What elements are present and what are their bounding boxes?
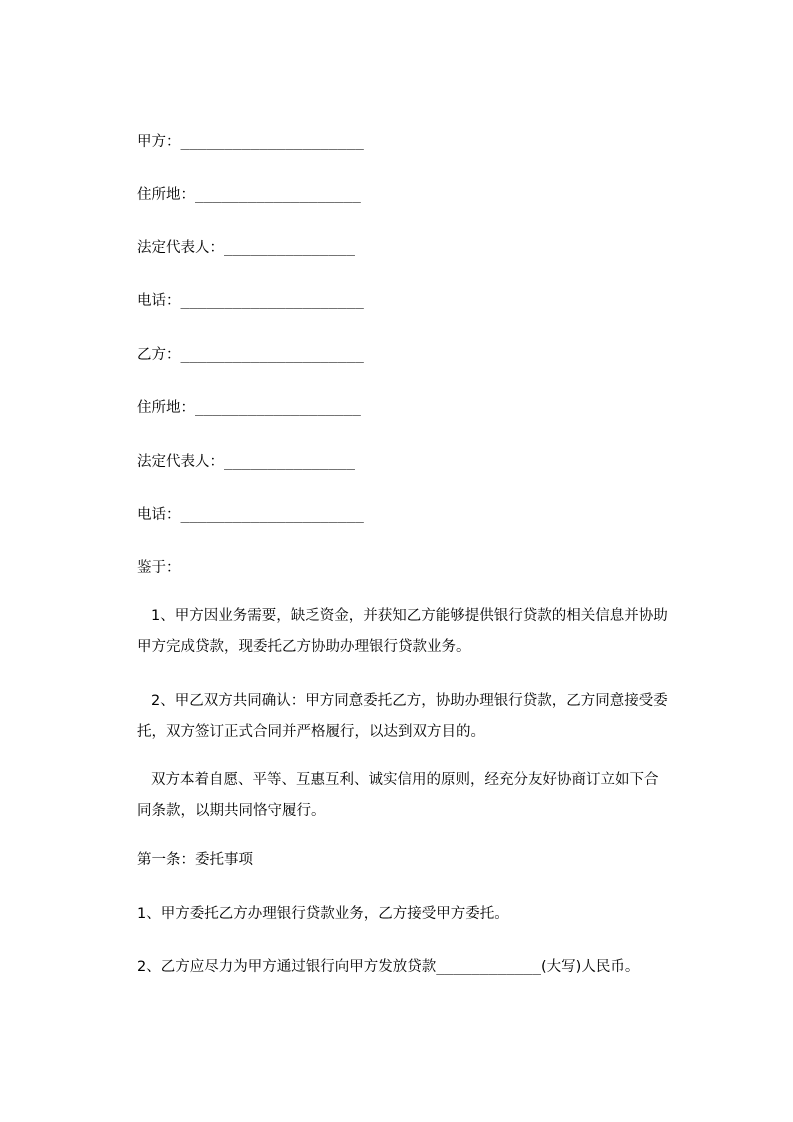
- party-a-address-line: [137, 185, 361, 205]
- party-a-representative-label: 法定代表人：: [137, 240, 224, 256]
- party-b-phone-line: [137, 505, 364, 525]
- party-b-address-line: [137, 398, 361, 418]
- party-b-phone-blank: _____________________: [180, 507, 364, 523]
- party-a-phone-label: 电话：: [137, 293, 181, 309]
- party-b-phone-label: 电话：: [137, 507, 181, 523]
- article-1-item-2-suffix: (大写)人民币。: [541, 959, 640, 975]
- whereas-clause-2: 2、甲乙双方共同确认：甲方同意委托乙方，协助办理银行贷款，乙方同意接受委托，双方签订正式合同并严格履行，以达到双方目的。: [137, 693, 668, 740]
- party-a-phone-blank: _____________________: [180, 293, 364, 309]
- article-1-item-2-text: 2、乙方应尽力为甲方通过银行向甲方发放贷款: [137, 959, 437, 975]
- party-a-name-label: 甲方：: [137, 134, 181, 150]
- party-b-address-label: 住所地：: [137, 400, 195, 416]
- loan-amount-blank: ____________: [436, 959, 541, 975]
- party-b-representative-line: [137, 452, 355, 472]
- article-1-item-2: [137, 957, 639, 977]
- party-a-address-blank: ___________________: [195, 187, 361, 203]
- whereas-clause-1: 1、甲方因业务需要，缺乏资金，并获知乙方能够提供银行贷款的相关信息并协助甲方完成贷款，现委托乙方协助办理银行贷款业务。: [137, 608, 668, 655]
- party-b-representative-label: 法定代表人：: [137, 454, 224, 470]
- principle-paragraph: 双方本着自愿、平等、互惠互利、诚实信用的原则，经充分友好协商订立如下合同条款，以期共同恪守履行。: [137, 772, 659, 819]
- party-b-name-blank: _____________________: [180, 347, 364, 363]
- party-a-phone-line: [137, 291, 364, 311]
- article-1-item-1: 1、甲方委托乙方办理银行贷款业务，乙方接受甲方委托。: [137, 906, 509, 922]
- party-a-name-blank: _____________________: [180, 134, 364, 150]
- party-a-representative-blank: _______________: [224, 240, 355, 256]
- article-1-title: 第一条：委托事项: [137, 852, 253, 868]
- whereas-label: 鉴于：: [137, 560, 181, 576]
- party-b-address-blank: ___________________: [195, 400, 361, 416]
- party-a-representative-line: [137, 238, 355, 258]
- party-b-name-line: [137, 345, 364, 365]
- party-b-representative-blank: _______________: [224, 454, 355, 470]
- party-a-address-label: 住所地：: [137, 187, 195, 203]
- party-a-name-line: [137, 132, 364, 152]
- party-b-name-label: 乙方：: [137, 347, 181, 363]
